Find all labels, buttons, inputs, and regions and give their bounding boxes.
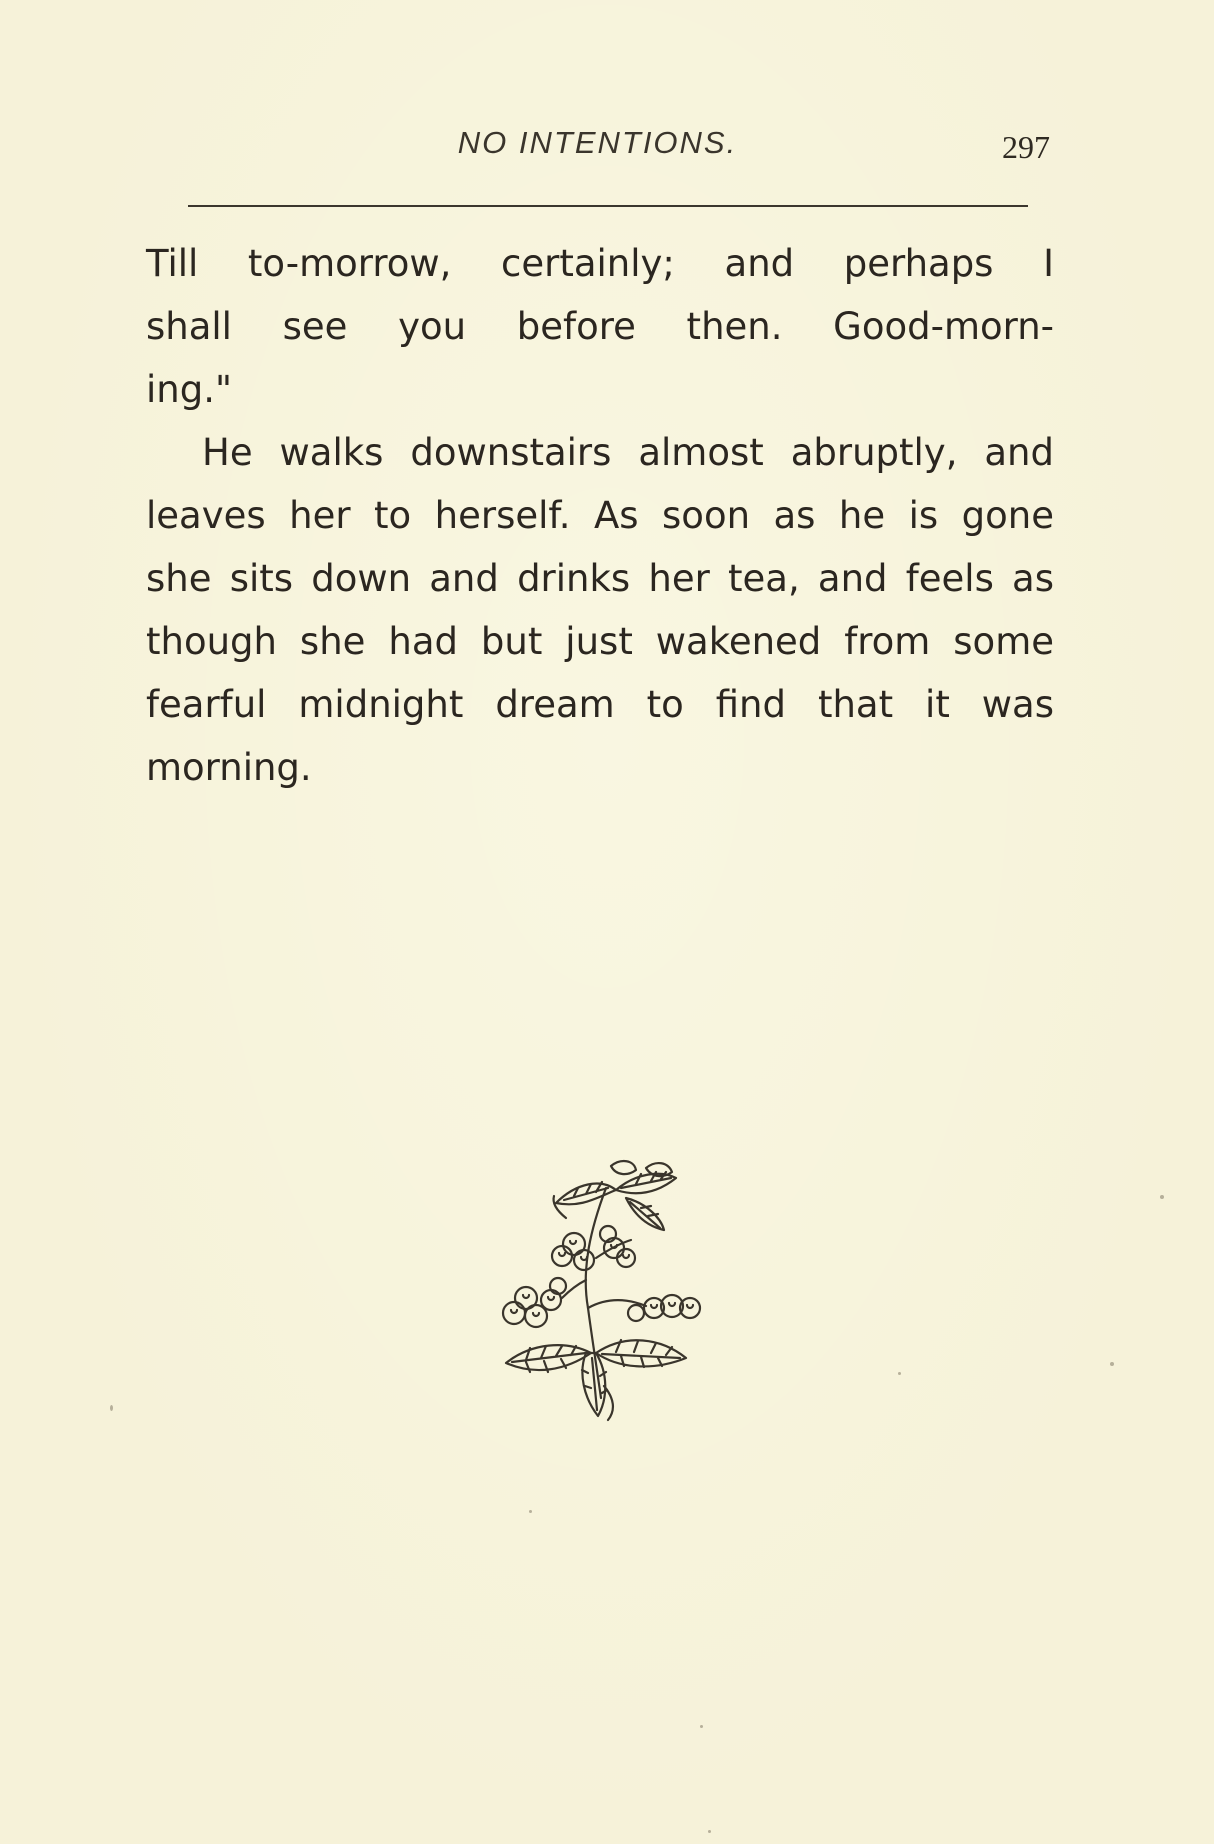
paper-speck [1110,1362,1114,1366]
paper-speck [110,1405,113,1411]
berry-sprig-ornament-icon [496,1148,718,1428]
paper-speck [700,1725,703,1728]
paper-speck [1160,1195,1164,1199]
text-line: morning. [146,746,312,789]
header-rule [188,205,1028,207]
running-title: NO INTENTIONS. [457,125,738,160]
text-line: shall see you before then. Good-morn- [146,305,1054,348]
text-line: leaves her to herself. As soon as he is gone [146,494,1054,537]
paragraph-2 [146,421,1054,799]
text-line: ing." [146,368,232,411]
paragraph-1 [146,232,1054,421]
page-number: 297 [1002,129,1050,165]
text-line: though she had but just wakened from some [146,620,1054,663]
running-head [145,125,1050,175]
paper-speck [708,1830,711,1833]
paper-speck [898,1372,901,1375]
text-line: He walks downstairs almost abruptly, and [202,431,1054,474]
text-line: fearful midnight dream to find that it was [146,683,1054,726]
text-line: Till to-morrow, certainly; and perhaps I [146,242,1054,285]
paper-speck [529,1510,532,1513]
body-text [146,232,1054,799]
text-line: she sits down and drinks her tea, and feels as [146,557,1054,600]
